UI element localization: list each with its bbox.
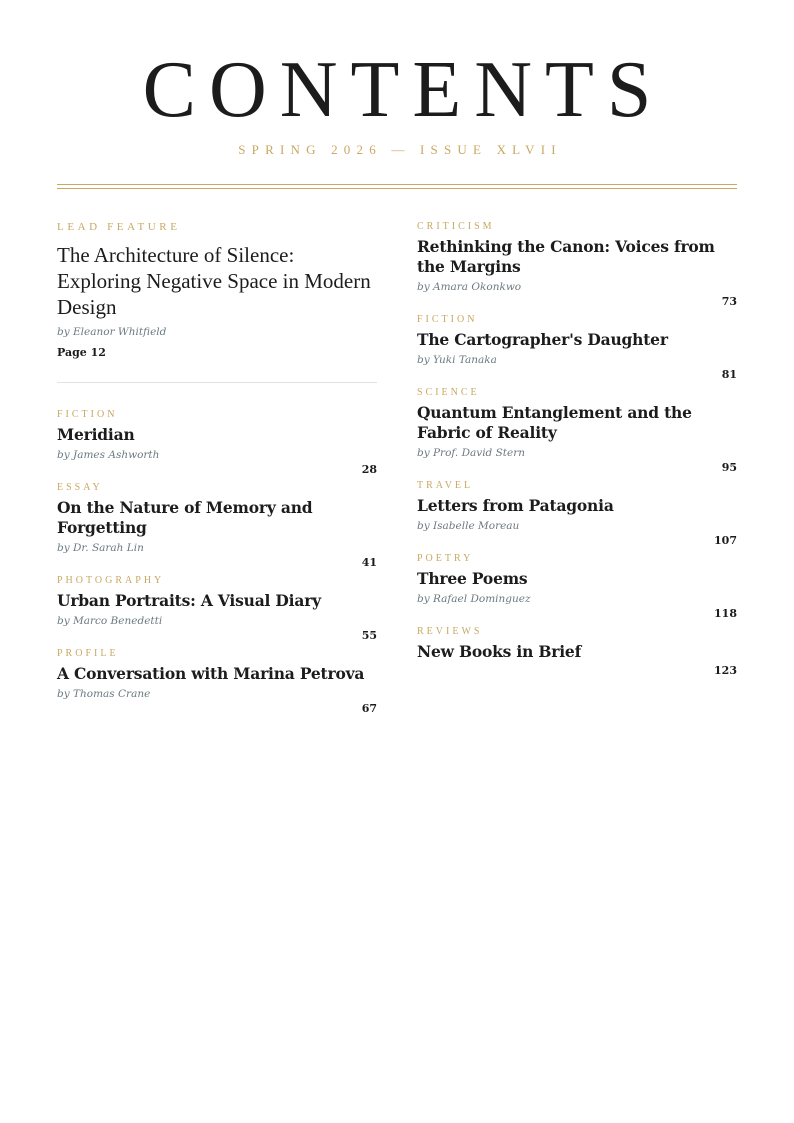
entry-category: POETRY [417,553,474,564]
entry-category: REVIEWS [417,626,483,637]
entry-page-number: 107 [714,534,737,547]
header-double-rule [57,184,737,189]
entry-title[interactable]: Three Poems [417,569,528,588]
toc-entry[interactable] [57,408,377,477]
toc-entry[interactable] [57,481,377,570]
entry-byline: by Rafael Dominguez [417,593,531,605]
lead-divider [57,382,377,383]
entry-category: SCIENCE [417,387,480,398]
entry-page-number: 118 [714,607,737,620]
toc-entry[interactable] [417,386,737,475]
entry-byline: by Dr. Sarah Lin [57,542,144,554]
entry-page-number: 81 [721,368,737,381]
entry-byline: by Amara Okonkwo [417,281,522,293]
toc-right-column [417,220,737,720]
toc-entry[interactable] [417,220,737,309]
lead-feature-label: LEAD FEATURE [57,221,181,233]
toc-entry[interactable] [417,313,737,382]
lead-feature-page: Page 12 [57,346,106,359]
toc-entry[interactable] [417,479,737,548]
issue-subtitle: SPRING 2026 — ISSUE XLVII [238,142,562,157]
masthead [57,0,737,158]
entry-page-number: 95 [721,461,737,474]
entry-page-number: 41 [361,556,377,569]
toc-entry[interactable] [417,552,737,621]
entry-category: FICTION [57,409,118,420]
entry-byline: by James Ashworth [57,449,160,461]
lead-feature-title[interactable]: The Architecture of Silence: Exploring Negative Space in Modern Design [57,243,371,319]
entry-title[interactable]: A Conversation with Marina Petrova [57,664,365,683]
entry-title[interactable]: Quantum Entanglement and the Fabric of Reality [417,403,692,442]
entry-title[interactable]: The Cartographer's Daughter [417,330,668,349]
contents-page [57,0,737,715]
entry-byline: by Prof. David Stern [417,447,526,459]
entry-category: PHOTOGRAPHY [57,575,165,586]
page-title: CONTENTS [142,46,665,134]
entry-category: TRAVEL [417,480,474,491]
entry-page-number: 123 [714,664,737,677]
entry-byline: by Thomas Crane [57,688,151,700]
entry-title[interactable]: On the Nature of Memory and Forgetting [57,498,313,537]
toc-columns [57,220,737,720]
entry-byline: by Marco Benedetti [57,615,163,627]
lead-feature[interactable] [57,220,377,361]
entry-page-number: 28 [361,463,377,476]
entry-byline: by Isabelle Moreau [417,520,520,532]
entry-category: CRITICISM [417,221,495,232]
toc-entry[interactable] [417,625,737,678]
entry-category: ESSAY [57,482,103,493]
entry-page-number: 55 [361,629,377,642]
entry-category: PROFILE [57,648,119,659]
entry-title[interactable]: New Books in Brief [417,642,582,661]
toc-entry[interactable] [57,574,377,643]
entry-page-number: 73 [721,295,737,308]
entry-category: FICTION [417,314,478,325]
toc-left-column [57,220,377,720]
entry-page-number: 67 [361,702,377,715]
lead-feature-byline: by Eleanor Whitfield [57,326,167,338]
entry-title[interactable]: Rethinking the Canon: Voices from the Margins [417,237,715,276]
entry-title[interactable]: Letters from Patagonia [417,496,614,515]
entry-title[interactable]: Meridian [57,425,135,444]
entry-byline: by Yuki Tanaka [417,354,497,366]
entry-title[interactable]: Urban Portraits: A Visual Diary [57,591,321,610]
toc-entry[interactable] [57,647,377,716]
